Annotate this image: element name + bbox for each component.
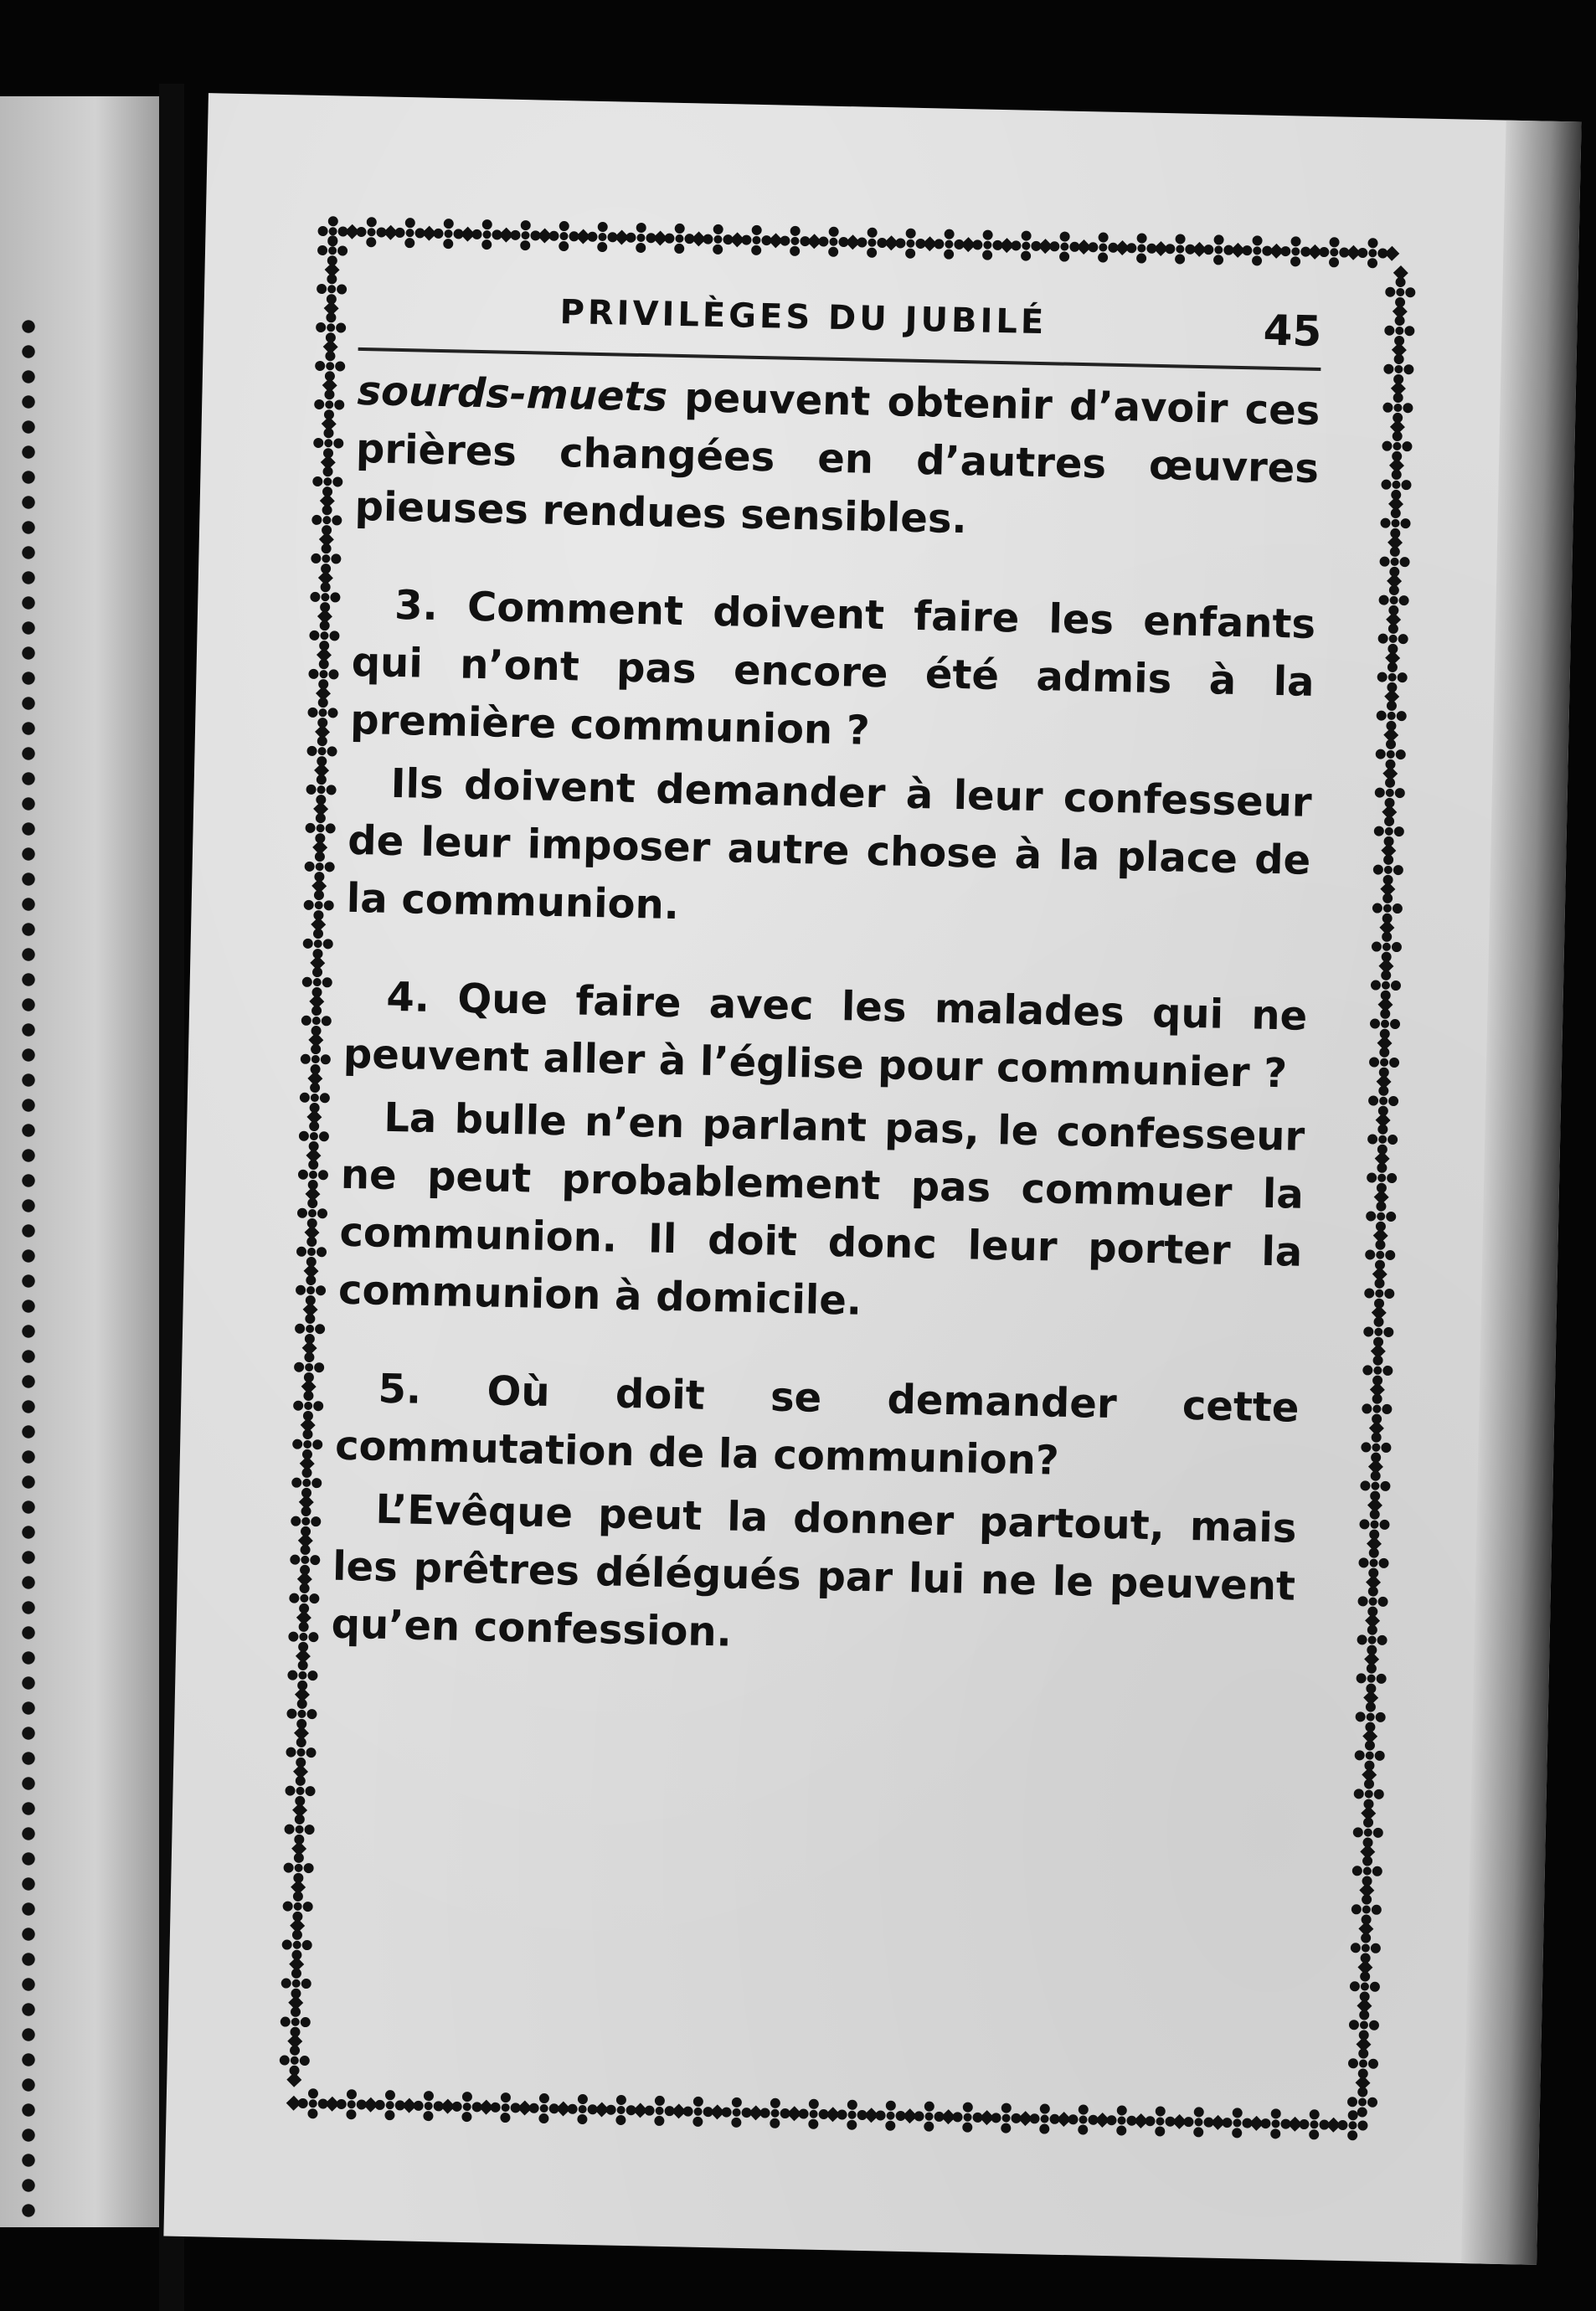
answer-3: Ils doivent demander à leur confesseur de leur imposer autre chose à la place de la communion. [346,759,1313,929]
ornament-cross [1357,1624,1387,1655]
ornament-cross [306,775,337,806]
ornament-cross [1354,1740,1385,1771]
ornament-cross [1299,2109,1330,2140]
ornament-cross [1367,1162,1398,1193]
ornament-cross [1359,1509,1390,1540]
ornament-cross [305,813,336,844]
ornament-cross [1371,970,1402,1001]
ornament-cross [281,1968,311,1999]
ornament-cross [914,2101,945,2132]
ornament-diamond [286,2072,301,2087]
ornament-cross [1362,1393,1393,1424]
ornament-cross [1049,231,1080,262]
ornament-cross [313,428,344,459]
ornament-cross [1372,893,1403,924]
ornament-cross [1357,238,1388,269]
ornament-cross [741,224,772,255]
ornament-cross [304,852,335,883]
ornament-cross [1351,1933,1382,1964]
ornament-cross [310,582,341,613]
ornament-cross [1385,277,1416,308]
page-content [331,281,1322,1674]
page-edge-shadow [1461,121,1582,2265]
ornament-cross [1383,354,1414,385]
ornament-cross [1360,1470,1391,1501]
ornament-cross [1349,2010,1380,2041]
ornament-cross [288,1622,319,1653]
ornament-cross [1372,854,1403,885]
ornament-cross [759,2097,790,2128]
book-page [163,93,1581,2265]
ornament-cross [291,1468,322,1499]
ornament-cross [780,225,811,256]
ornament-cross [1352,1817,1383,1848]
ornament-cross [311,505,342,536]
left-page-ornament-border [18,314,39,2223]
ornament-cross [567,2094,598,2125]
ornament-cross [644,2096,675,2127]
ornament-cross [1376,700,1407,731]
ornament-cross [1384,316,1415,347]
ornament-cross [1362,1355,1393,1386]
ornament-cross [312,466,343,497]
ornament-cross [294,1352,325,1383]
ornament-cross [356,217,387,248]
ornament-cross [1365,1239,1396,1270]
ornament-cross [1358,1547,1389,1578]
ornament-cross [471,219,502,250]
ornament-cross [308,659,339,690]
ornament-cross [1367,1124,1398,1155]
ornament-cross [991,2103,1022,2133]
ornament-cross [490,2092,521,2123]
ornament-cross [1029,2103,1060,2134]
ornament-cross [1370,1008,1401,1039]
ornament-cross [1361,1432,1392,1463]
lead-paragraph [354,363,1321,556]
running-title: PRIVILÈGES DU JUBILÉ [559,292,1048,342]
ornament-cross [510,220,541,251]
ornament-cross [298,1160,329,1191]
ornament-cross [281,1929,312,1960]
ornament-cross [286,1698,317,1729]
ornament-cross [1319,237,1350,268]
ornament-cross [703,224,734,255]
ornament-cross [1222,2108,1253,2139]
ornament-cross [1375,739,1406,769]
ornament-cross [664,224,695,255]
ornament-cross [857,227,888,258]
ornament-cross [1363,1316,1394,1347]
ornament-cross [1106,2105,1137,2136]
ornament-cross [301,1006,332,1037]
ornament-cross [287,1660,318,1691]
ornament-cross [394,218,425,249]
ornament-cross [291,1506,322,1537]
ornament-cross [311,543,342,574]
ornament-cross [314,389,345,420]
ornament-cross [1374,777,1405,808]
ornament-cross [1351,1855,1382,1886]
ornament-cross [1373,816,1404,847]
ornament-cross [1369,1047,1400,1078]
ornament-cross [1242,235,1273,266]
ornament-cross [721,2097,752,2128]
ornament-cross [307,697,338,728]
ornament-cross [587,222,618,253]
ornament-cross [1372,931,1403,962]
ornament-cross [301,967,332,998]
ornament-cross [296,1237,327,1268]
ornament-cross [1203,234,1234,265]
ornament-cross [1368,1085,1399,1116]
ornament-cross [279,2045,310,2076]
ornament-cross [1380,508,1411,539]
ornament-cross [895,228,926,259]
ornament-cross [295,1314,326,1345]
ornament-cross [1351,1894,1382,1925]
ornament-cross [374,2090,405,2121]
question-4: 4. Que faire avec les malades qui ne peuvent aller à l’église pour communier ? [342,973,1308,1098]
ornament-cross [303,890,334,921]
ornament-cross [1364,1278,1395,1309]
ornament-cross [528,2093,559,2124]
ornament-cross [282,1891,313,1922]
ornament-cross [1068,2104,1099,2135]
ornament-cross [1348,2048,1379,2079]
ornament-cross [316,312,347,343]
ornament-cross [798,2098,829,2129]
ornament-cross [1145,2106,1176,2137]
ornament-cross [284,1814,315,1845]
ornament-diamond [1384,246,1399,261]
ornament-cross [1356,1663,1387,1694]
ornament-cross [818,226,849,257]
answer-4: La bulle n’en parlant pas, le confesseur ne peut probablement pas commuer la communion. Il doit donc leur porter la communion à domicile. [337,1094,1305,1325]
ornament-cross [1353,1778,1384,1809]
ornament-cross [952,2102,983,2133]
ornament-cross [336,2089,367,2120]
ornament-cross [1260,2108,1291,2139]
ornament-cross [283,1852,314,1883]
ornament-cross [413,2091,444,2122]
ornament-cross [280,2006,311,2037]
ornament-cross [1379,547,1410,578]
ornament-cross [299,1121,330,1152]
lead-italic-text: sourds-muets [356,367,668,421]
ornament-cross [293,1391,324,1422]
ornament-cross [1377,624,1408,655]
ornament-cross [289,1583,320,1614]
ornament-cross [297,2088,328,2119]
ornament-cross [285,1775,316,1806]
ornament-cross [1382,431,1413,462]
ornament-cross [548,221,579,252]
ornament-cross [290,1545,321,1576]
ornament-cross [1377,661,1408,692]
ornament-cross [1088,232,1119,263]
ornament-cross [433,219,464,250]
question-3: 3. Comment doivent faire les enfants qui n’ont pas encore été admis à la première communion ? [349,581,1316,754]
ornament-cross [1378,585,1409,616]
ornament-cross [1357,1586,1388,1617]
ornament-cross [1381,470,1412,501]
ornament-cross [296,1275,327,1306]
ornament-cross [306,736,337,767]
ornament-cross [1366,1201,1397,1232]
ornament-cross [1165,234,1196,265]
ornament-cross [451,2092,482,2123]
ornament-cross [1350,1971,1381,2002]
ornament-cross [317,274,348,305]
ornament-cross [1183,2107,1214,2138]
ornament-cross [300,1044,331,1075]
left-page-edge [0,96,159,2227]
ornament-cross [317,235,348,266]
ornament-cross [302,929,333,960]
ornament-cross [1011,230,1042,261]
ornament-cross [315,351,346,382]
ornament-cross [1355,1701,1386,1732]
ornament-cross [682,2097,713,2128]
ornament-cross [605,2095,636,2126]
question-5: 5. Où doit se demander cette commutation de la communion? [334,1365,1300,1485]
ornament-cross [1126,233,1157,264]
ornament-cross [297,1198,328,1229]
ornament-cross [309,620,340,651]
ornament-cross [300,1083,331,1114]
ornament-cross [972,229,1003,260]
ornament-cross [837,2099,868,2130]
ornament-cross [286,1737,317,1768]
ornament-cross [1280,236,1311,267]
lead-text: peuvent obtenir d’avoir ces prières changées en d’autres œuvres pieuses rendues sensibles. [354,373,1321,543]
ornament-cross [292,1429,323,1460]
ornament-cross [934,229,965,260]
ornament-cross [1382,393,1413,424]
ornament-cross [626,223,656,254]
page-number: 45 [1263,306,1322,357]
answer-5: L’Evêque peut la donner partout, mais les prêtres délégués par lui ne le peuvent qu’en confession. [331,1485,1297,1656]
ornament-cross [875,2100,906,2131]
